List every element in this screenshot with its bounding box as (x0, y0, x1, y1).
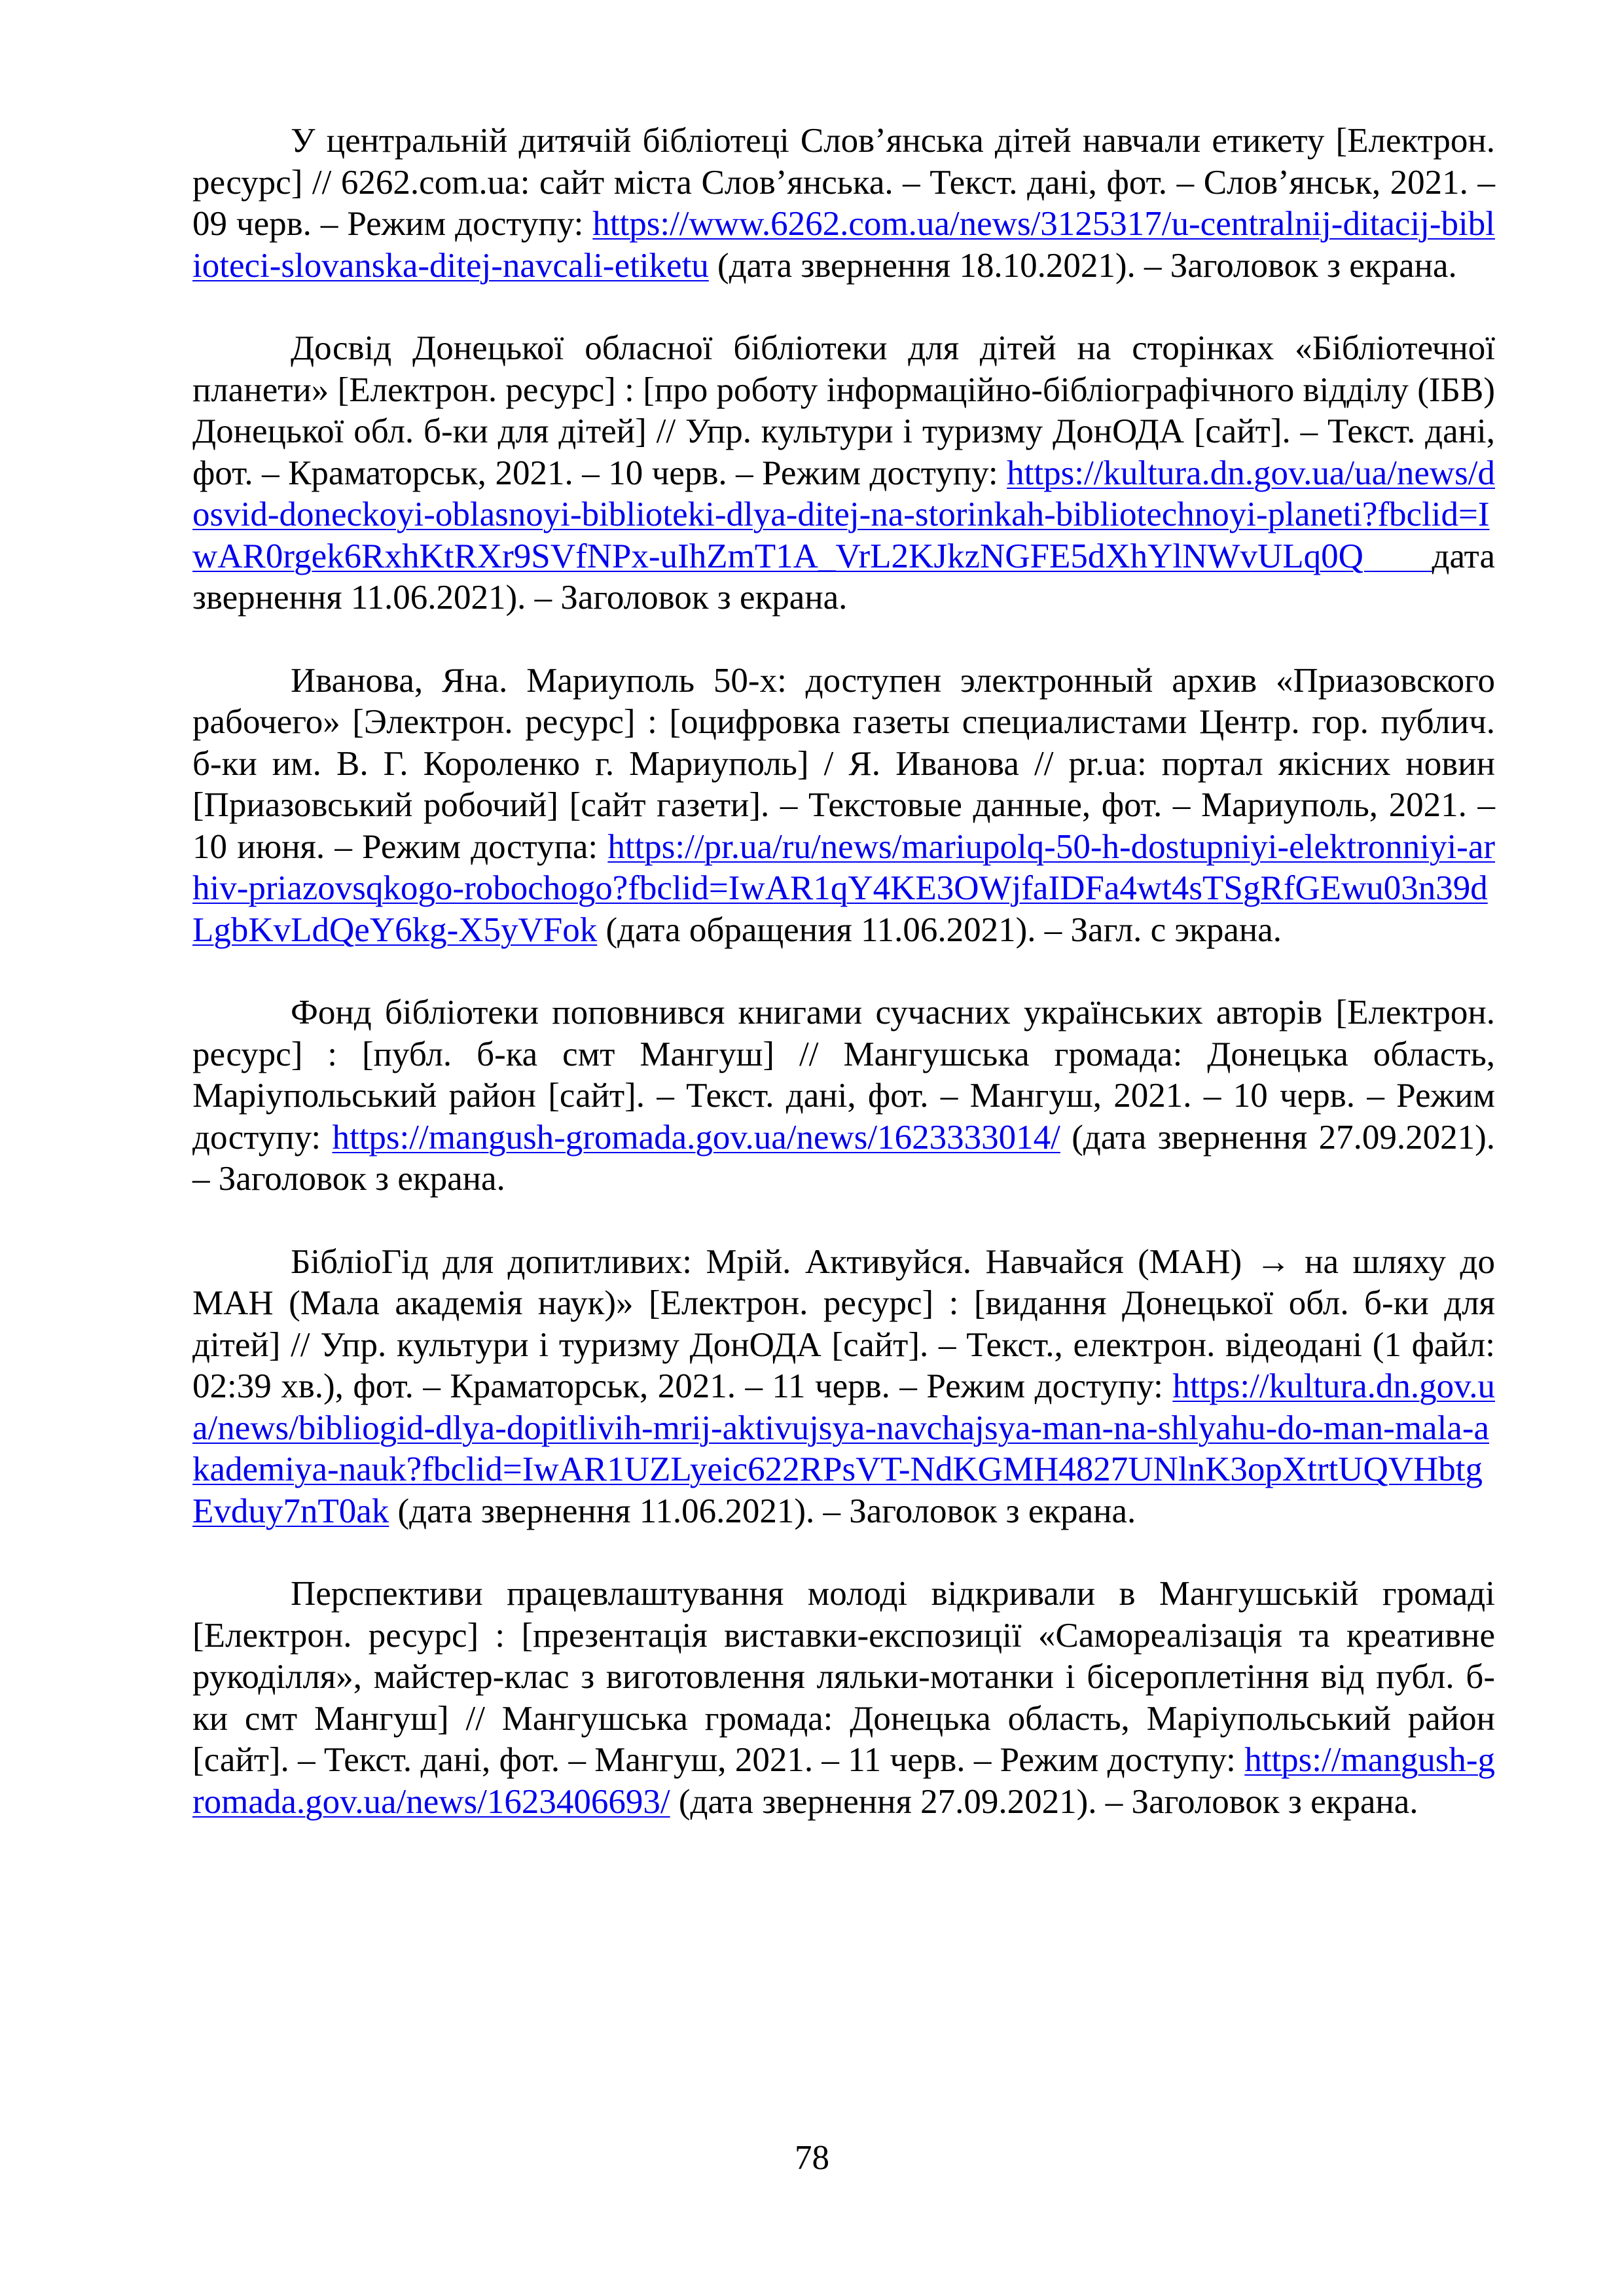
entry-text: Досвід Донецької обласної бібліотеки для дітей на сторінках «Бібліотечної планети» [Електрон. ресурс] : [про роботу інформаційно-бібліографічного відділу (ІБВ) Донецької обл. б-ки для дітей] // Упр. культури і туризму ДонОДА [сайт]. – Текст. дані, фот. – Краматорськ, 2021. – 10 черв. – Режим доступу: (192, 329, 1495, 492)
bibliography-entry-6 (192, 1573, 1495, 1823)
entry-text: У центральній дитячій бібліотеці Слов’янська дітей навчали етикету [Електрон. ресурс] // 6262.com.ua: сайт міста Слов’янська. – Текст. дані, фот. – Слов’янськ, 2021. – 09 черв. – Режим доступу: (192, 122, 1495, 243)
bibliography-entry-5 (192, 1242, 1495, 1533)
entry-link[interactable]: https://pr.ua/ru/news/mariupolq-50-h-dostupniyi-elektronniyi-arhiv-priazovsqkogo-robochogo?fbclid=IwAR1qY4KE3OWjfaIDFa4wt4sTSgRfGEwu03n39dLgbKvLdQeY6kg-X5yVFok (192, 827, 1495, 949)
entry-link[interactable]: https://mangush-gromada.gov.ua/news/1623333014/ (332, 1118, 1060, 1157)
page-number: 78 (795, 2139, 829, 2177)
entry-link[interactable]: https://www.6262.com.ua/news/3125317/u-centralnij-ditacij-biblioteci-slovanska-ditej-navcali-etiketu (192, 205, 1495, 285)
entry-text-tail: (дата звернення 18.10.2021). – Заголовок з екрана. (708, 246, 1457, 285)
entry-link[interactable]: https://mangush-gromada.gov.ua/news/1623406693/ (192, 1741, 1495, 1821)
bibliography-entry-2 (192, 328, 1495, 619)
entry-link[interactable]: https://kultura.dn.gov.ua/news/bibliogid-dlya-dopitlivih-mrij-aktivujsya-navchajsya-man-na-shlyahu-do-man-mala-akademiya-nauk?fbclid=IwAR1UZLyeic622RPsVT-NdKGMH4827UNlnK3opXtrtUQVHbtgEvduy7nT0ak (192, 1367, 1495, 1530)
entry-text: БібліоГід для допитливих: Мрій. Активуйся. Навчайся (МАН) → на шляху до МАН (Мала академія наук)» [Електрон. ресурс] : [видання Донецької обл. б-ки для дітей] // Упр. культури і туризму ДонОДА [сайт]. – Текст., електрон. відеодані (1 файл: 02:39 хв.), фот. – Краматорськ, 2021. – 11 черв. – Режим доступу: (192, 1242, 1495, 1405)
entry-link[interactable]: https://kultura.dn.gov.ua/ua/news/dosvid-doneckoyi-oblasnoyi-biblioteki-dlya-ditej-na-storinkah-bibliotechnoyi-planeti?fbclid=IwAR0rgek6RxhKtRXr9SVfNPx-uIhZmT1A_VrL2KJkzNGFE5dXhYlNWvULq0Q (192, 454, 1495, 575)
entry-text-tail: дата звернення 11.06.2021). – Заголовок з екрана. (192, 537, 1495, 617)
entry-text-tail: (дата звернення 11.06.2021). – Заголовок з екрана. (389, 1492, 1136, 1530)
entry-text-tail: (дата звернення 27.09.2021). – Заголовок з екрана. (670, 1782, 1418, 1821)
entry-text-tail: (дата звернення 27.09.2021). – Заголовок з екрана. (192, 1118, 1495, 1198)
entry-text: Перспективи працевлаштування молоді відкривали в Мангушській громаді [Електрон. ресурс] : [презентація виставки-експозиції «Самореалізація та креативне рукоділля», майстер-клас з виготовлення ляльки-мотанки і бісероплетіння від публ. б-ки смт Мангуш] // Мангушська громада: Донецька область, Маріупольський район [сайт]. – Текст. дані, фот. – Мангуш, 2021. – 11 черв. – Режим доступу: (192, 1575, 1495, 1779)
bibliography-entry-3 (192, 660, 1495, 952)
entry-text-tail: (дата обращения 11.06.2021). – Загл. с экрана. (597, 910, 1282, 949)
bibliography-entry-1 (192, 120, 1495, 287)
entry-text: Фонд бібліотеки поповнився книгами сучасних українських авторів [Електрон. ресурс] : [публ. б-ка смт Мангуш] // Мангушська громада: Донецька область, Маріупольський район [сайт]. – Текст. дані, фот. – Мангуш, 2021. – 10 черв. – Режим доступу: (192, 994, 1495, 1157)
document-body (192, 120, 1495, 1823)
bibliography-entry-4 (192, 992, 1495, 1200)
entry-text: Иванова, Яна. Мариуполь 50-х: доступен электронный архив «Приазовского рабочего» [Электрон. ресурс] : [оцифровка газеты специалистами Центр. гор. публич. б-ки им. В. Г. Короленко г. Мариуполь] / Я. Иванова // pr.ua: портал якісних новин [Приазовський робочий] [сайт газети]. – Текстовые данные, фот. – Мариуполь, 2021. – 10 июня. – Режим доступа: (192, 661, 1495, 866)
